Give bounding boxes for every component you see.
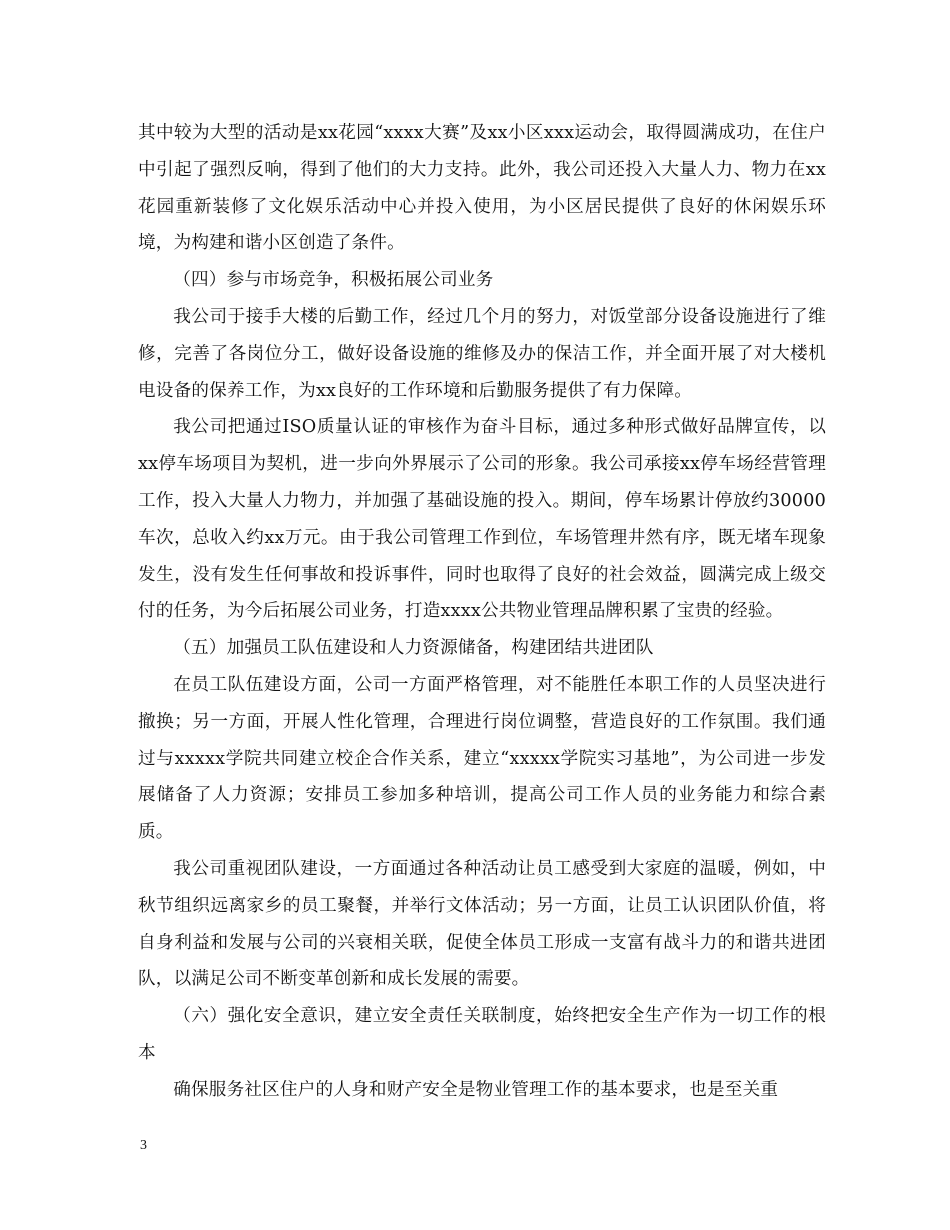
document-body [138,115,826,1109]
paragraph-parking: 我公司把通过ISO质量认证的审核作为奋斗目标，通过多种形式做好品牌宣传，以xx停车场项目为契机，进一步向外界展示了公司的形象。我公司承接xx停车场经营管理工作，投入大量人力物力，并加强了基础设施的投入。期间，停车场累计停放约30000车次，总收入约xx万元。由于我公司管理工作到位，车场管理井然有序，既无堵车现象发生，没有发生任何事故和投诉事件，同时也取得了良好的社会效益，圆满完成上级交付的任务，为今后拓展公司业务，打造xxxx公共物业管理品牌积累了宝贵的经验。 [138,417,826,622]
paragraph-continuation: 其中较为大型的活动是xx花园“xxxx大赛”及xx小区xxx运动会，取得圆满成功，在住户中引起了强烈反响，得到了他们的大力支持。此外，我公司还投入大量人力、物力在xx花园重新装修了文化娱乐活动中心并投入使用，为小区居民提供了良好的休闲娱乐环境，为构建和谐小区创造了条件。 [138,123,826,254]
paragraph-logistics: 我公司于接手大楼的后勤工作，经过几个月的努力，对饭堂部分设备设施进行了维修，完善了各岗位分工，做好设备设施的维修及办的保洁工作，并全面开展了对大楼机电设备的保养工作，为xx良好的工作环境和后勤服务提供了有力保障。 [138,306,826,401]
section-heading-5: （五）加强员工队伍建设和人力资源储备，构建团结共进团队 [173,638,654,659]
section-heading-4: （四）参与市场竞争，积极拓展公司业务 [173,270,494,291]
page-number: 3 [140,1138,147,1153]
paragraph-safety: 确保服务社区住户的人身和财产安全是物业管理工作的基本要求，也是至关重 [173,1079,779,1100]
section-heading-6: （六）强化安全意识，建立安全责任关联制度，始终把安全生产作为一切工作的根本 [138,1006,826,1063]
paragraph-team-building: 我公司重视团队建设，一方面通过各种活动让员工感受到大家庭的温暖，例如，中秋节组织远离家乡的员工聚餐，并举行文体活动；另一方面，让员工认识团队价值，将自身利益和发展与公司的兴衰相关联，促使全体员工形成一支富有战斗力的和谐共进团队，以满足公司不断变革创新和成长发展的需要。 [138,858,826,990]
paragraph-staff-building: 在员工队伍建设方面，公司一方面严格管理，对不能胜任本职工作的人员坚决进行撤换；另一方面，开展人性化管理，合理进行岗位调整，营造良好的工作氛围。我们通过与xxxxx学院共同建立校企合作关系，建立“xxxxx学院实习基地”，为公司进一步发展储备了人力资源；安排员工参加多种培训，提高公司工作人员的业务能力和综合素质。 [138,674,826,843]
